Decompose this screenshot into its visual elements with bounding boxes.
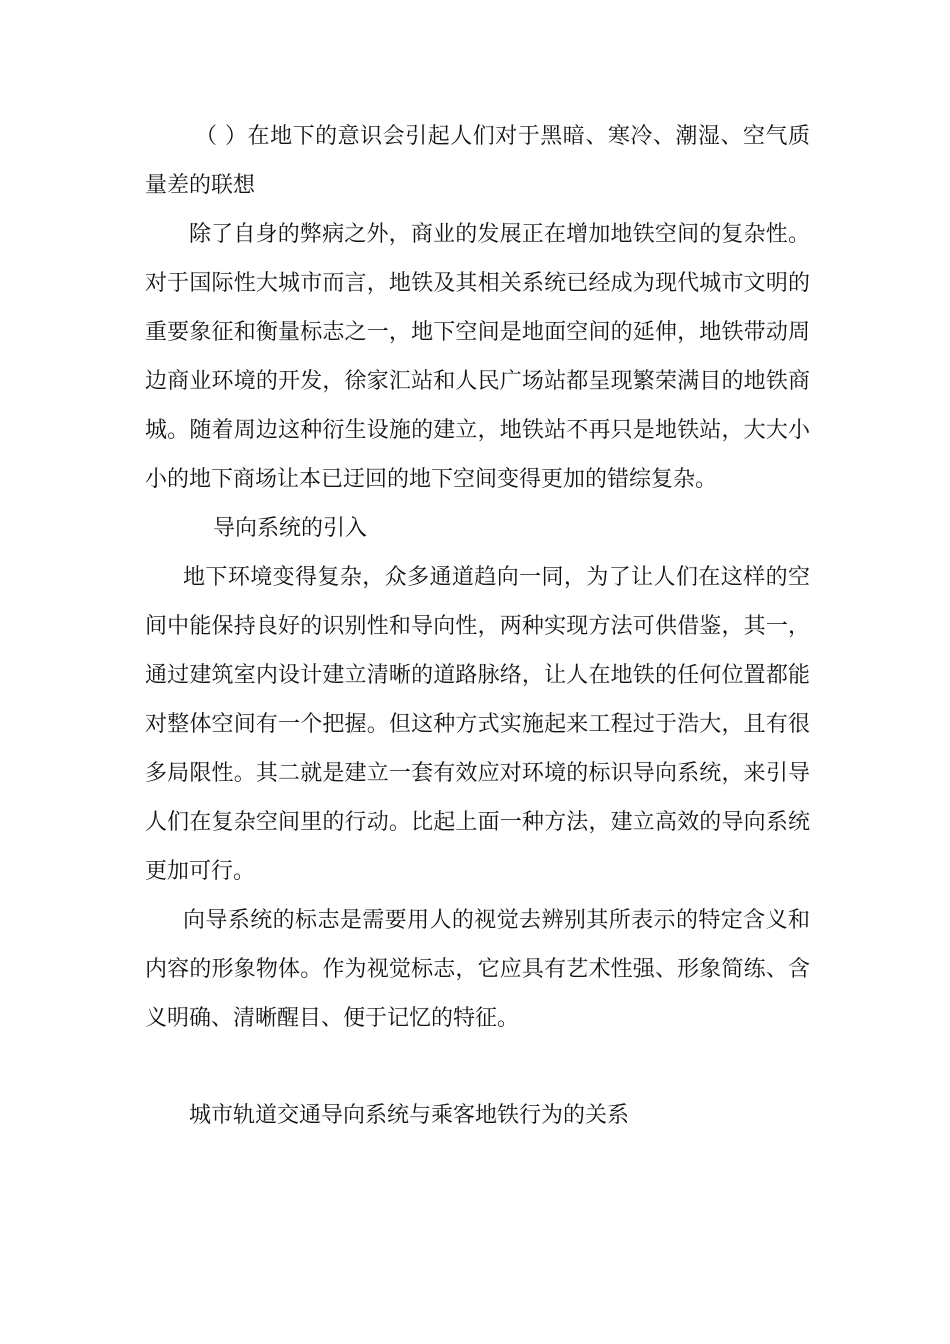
paragraph-two-methods: 地下环境变得复杂，众多通道趋向一同，为了让人们在这样的空间中能保持良好的识别性和导向性，两种实现方法可供借鉴，其一，通过建筑室内设计建立清晰的道路脉络，让人在地铁的任何位置都能对整体空间有一个把握。但这种方式实施起来工程过于浩大，且有很多局限性。其二就是建立一套有效应对环境的标识导向系统，来引导人们在复杂空间里的行动。比起上面一种方法，建立高效的导向系统更加可行。 — [145, 565, 810, 884]
paragraph-underground-perception: （ ）在地下的意识会引起人们对于黑暗、寒冷、潮湿、空气质量差的联想 — [145, 124, 810, 198]
section-spacer — [145, 1043, 810, 1091]
section-heading-relationship: 城市轨道交通导向系统与乘客地铁行为的关系 — [189, 1103, 630, 1128]
document-page — [145, 112, 810, 1140]
paragraph-visual-signs: 向导系统的标志是需要用人的视觉去辨别其所表示的特定含义和内容的形象物体。作为视觉标志，它应具有艺术性强、形象简练、含义明确、清晰醒目、便于记忆的特征。 — [145, 908, 810, 1031]
paragraph-commercial-complexity: 除了自身的弊病之外，商业的发展正在增加地铁空间的复杂性。对于国际性大城市而言，地铁及其相关系统已经成为现代城市文明的重要象征和衡量标志之一，地下空间是地面空间的延伸，地铁带动周边商业环境的开发，徐家汇站和人民广场站都呈现繁荣满目的地铁商城。随着周边这种衍生设施的建立，地铁站不再只是地铁站，大大小小的地下商场让本已迂回的地下空间变得更加的错综复杂。 — [145, 222, 810, 492]
section-heading-guidance-intro: 导向系统的引入 — [213, 516, 368, 541]
